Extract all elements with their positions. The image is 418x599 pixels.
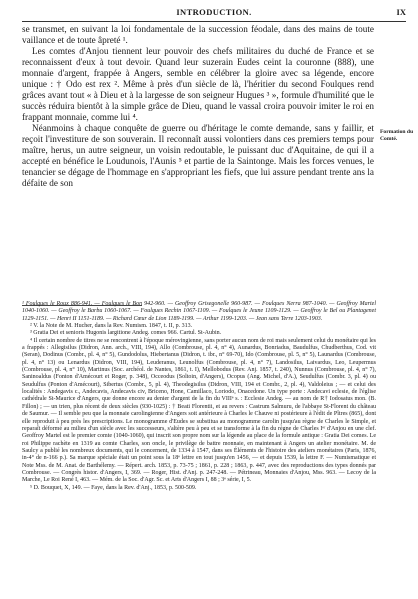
running-header bbox=[22, 7, 406, 22]
running-title: INTRODUCTION. bbox=[176, 7, 252, 17]
main-text bbox=[22, 24, 374, 189]
page-number: IX bbox=[396, 7, 406, 17]
footnote-4: ⁴ Il certain nombre de titres ne se rencontrent à l'époque mérovingienne, sans porter aucun nom de roi mais seulement celui du monétaire qui les a frappés : Allegisilus (Didron, Ann. arch., VIII, 194), Allo (Combrouse, pl. 4, n° 4), Aunardus, Bonriadus, Baudulfus, Chudberthus, Cod. vit (Seran), Dodinus (Combr., pl. 4, n° 5), Gundodolus, Hiebertanus (Didron, t. ibr., n° 69-70), Ido (Combrouse, pl. 5, n° 5), Launardus (Combrouse, pl. 4, n° 13) ou Lenardus (Didron, VIII, 194), Leuderanus, Leunolfus (Combrouse, pl. 4, n° 7), Landosilus, Laivardus, Leo, Leupermus (Combrouse, pl. 4, n° 10), Martinus (Soc. archéol. de Nantes, 1861, t. I), Mellobodus (Rev. Anj. 1857, t. 240), Nunnus (Combrouse, pl. 4, n° 7), Saninoaldus (Fonton d'Amécourt et Roger, p. 348), Occeodus (Soltoin, d'Angers), Ocopus (Ang. Michel, d'A.), Seudulfus (Combr. 3, pl. 4) ou Seudulfus (Ponton d'Amécourt), Sibertus (Combr., 5, pl. 4), Theodegisilus (Didron, VIII, 194 et Combr., 2, pl. 4), Valdoleius ; — et celui des localités : Andegavis c., Andecavis, Andecavis civ, Briceno, Hone, Camillaco, Loriodo, Onacedone. Un type porte : Andecavi eclesie, de l'église cathédrale St-Maurice d'Angers, que donne encore au denier d'argent de la fin du VIIIᵉ s. : Ecclesie Andeg. — au nom de R† Iodosatus mon. (B. Fillon) ; — un trien, plus récent de deux siècles (930-1025) : † Beati Florentii, et au revers : Castrum Salmuru, de l'abbaye St-Florent du château de Saumur. — Il semble peu que la monnaie carolingienne d'Angers soit antérieure à Charles le Chauve ni postérieure à l'édit de Pîtres (865), dont elle reproduit à peu près les prescriptions. Le monogramme d'Eudes se substitua au monogramme carolin jusqu'au règne de Charles le Simple, et reparaît déformé au milieu d'un siècle avec les successeurs, s'altère peu à peu et se transforme à la fin du règne de Charles Iᵉʳ d'Anjou en une clef. Geoffroy Martel est le premier comte (1040-1060), qui inscrit son propre nom sur la légende au place de la formule antique : Gratia Dei comes. Le roi Philippe rachète en 1319 au comte Charles, son oncle, le privilège de battre monnaie, en maintenant à Angers un atelier monétaire. M. de Saulcy a publié les nombreux documents, qui le concernent, de 1334 à 1547, dans ses Éléments de l'histoire des ateliers monétaires (Paris, 1876, in-4° de n-166 p.). Sa marque spéciale était un point sous la 18ᵉ lettre en tout jusqu'en 1456, — et depuis 1539, la lettre F. — Numismatique et Note Mss. de M. Anat. de Barthélemy. — Répert. arch. 1853, p. 73-75 ; 1861, p. 228 ; 1863, p. 447, avec des reproductions des types donnés par Combrouse. — Congrès histor. d'Angers, I, 369. — Roger, Hist. d'Anj. p. 247-248. — Pétrineau, Monnaies d'Anjou, Mss. 963. — Lecoy de la Marche, Le Roi René I, 463. — Mém. de la Soc. d'Agr. Sc. et Arts d'Angers I, 88 ; 3ᵉ série, I, 5. bbox=[22, 337, 376, 484]
footnotes bbox=[22, 301, 376, 492]
margin-note: Formation du Comté. bbox=[380, 129, 414, 142]
footnote-3: ³ Gratia Dei et senioris Hugonis largitione Andeg. comes 966. Cartul. St-Aubin. bbox=[30, 330, 222, 337]
paragraph-3: Néanmoins à chaque conquête de guerre ou d'héritage le comte demande, sans y faillir, et reçoit l'investiture de son souverain. Il reconnaît aussi volontiers dans ces premiers temps pour maître, herus, un autre seigneur, un voisin redoutable, le puissant duc d'Aquitaine, de qui il a accepté en bénéfice le Loudunois, l'Aunis ⁵ et partie de la Saintonge. Mais les forces venues, le tenancier se dégage de l'hommage en s'appropriant les fiefs, que lui assure pendant trente ans la défaite de son bbox=[22, 123, 374, 188]
paragraph-2: Les comtes d'Anjou tiennent leur pouvoir des chefs militaires du duché de France et se reconnaissent d'eux à tout devoir. Quand leur suzerain Eudes ceint la couronne (888), une monnaie d'argent, frappée à Angers, semble en célébrer la gloire avec sa légende, encore unique : † Odo est rex ². Même à près d'un siècle de là, l'héritier du second Foulques rend grâces avant tout « à Dieu et à la largesse de son seigneur Hugues ³ », formule d'humilité que le succès réduira bientôt à la simple grâce de Dieu, quand le vassal croira pouvoir imiter le roi en frappant monnaie, comme lui ⁴. bbox=[22, 46, 374, 122]
paragraph-1: se transmet, en suivant la loi fondamentale de la succession féodale, dans des mains de toute vaillance et de toute âpreté ¹. bbox=[22, 24, 374, 45]
footnote-genealogy: ¹ Foulques le Roux 886-941. — Foulques le Bon 942-960. — Geoffroy Grisegonelle 960-987. — Foulques Nerra 987-1040. — Geoffroy Martel 1040-1060. — Geoffroy le Barbu 1060-1067. — Foulques Rechin 1067-1109. — Foulques le Jeune 1109-1129. — Geoffroy le Bel ou Plantagenet 1129-1151. — Henri II 1151-1189. — Richard Cœur de Lion 1189-1199. — Arthur 1199-1203. — Jean sans Terre 1203-1903. bbox=[22, 301, 376, 322]
footnote-5: ⁵ D. Bouquet, X, 149. — Faye, dans la Rev. d'Anj., 1853, p. 500-509. bbox=[30, 484, 197, 491]
footnote-2: ² V. la Note de M. Hucher, dans la Rev. Numism. 1847, t. II, p. 313. bbox=[30, 323, 193, 330]
